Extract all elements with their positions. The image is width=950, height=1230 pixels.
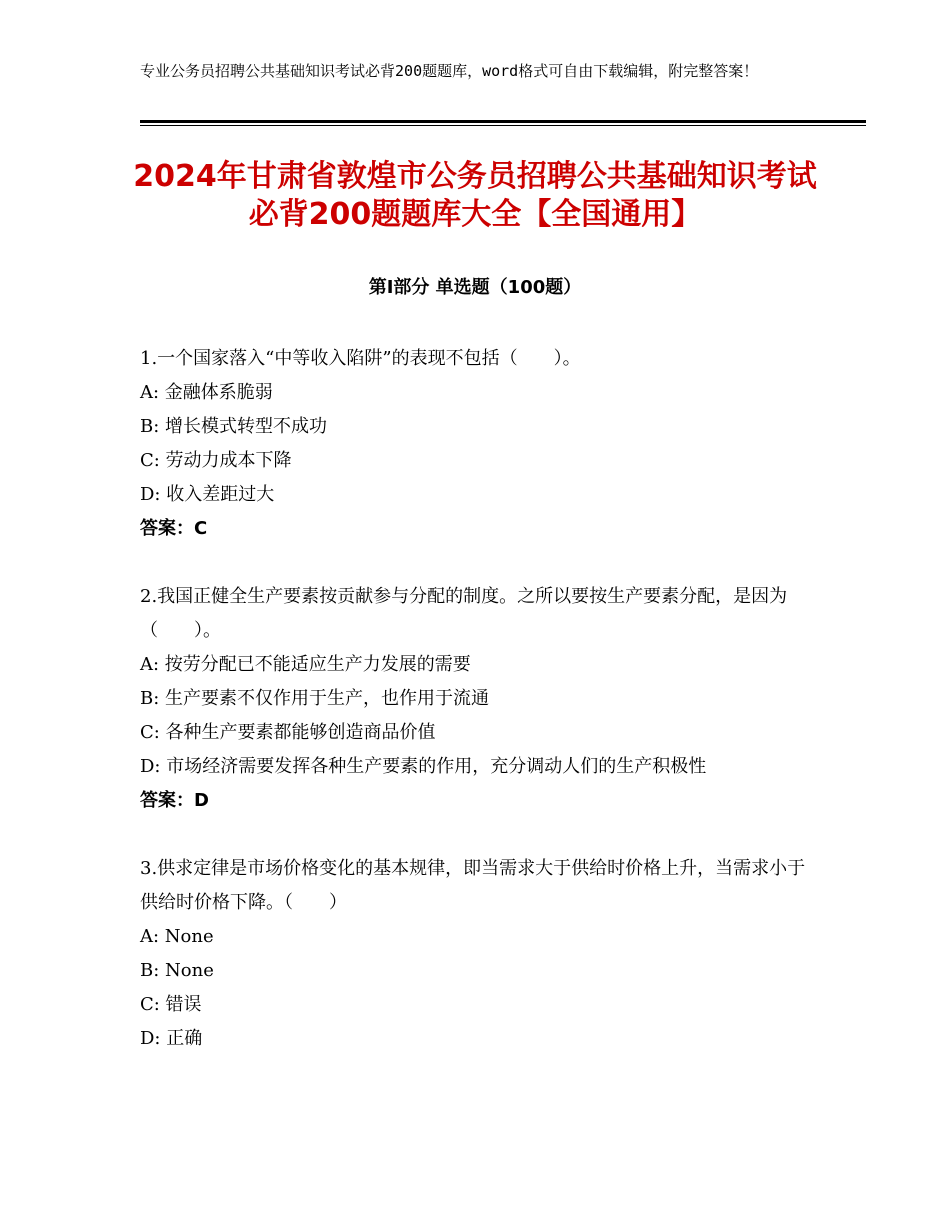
option-a: A: None xyxy=(140,926,214,947)
option-b: B: None xyxy=(140,960,214,981)
question-2 xyxy=(140,580,810,818)
header-note: 专业公务员招聘公共基础知识考试必背200题题库，word格式可自由下载编辑，附完整答案！ xyxy=(140,62,759,80)
option-a: A: 按劳分配已不能适应生产力发展的需要 xyxy=(140,654,471,675)
question-list xyxy=(140,342,810,1090)
question-stem: 1.一个国家落入“中等收入陷阱”的表现不包括（ ）。 xyxy=(140,348,581,369)
question-1 xyxy=(140,342,810,546)
option-c: C: 错误 xyxy=(140,994,202,1015)
section-title: 第I部分 单选题（100题） xyxy=(368,277,582,298)
option-c: C: 劳动力成本下降 xyxy=(140,450,292,471)
question-3 xyxy=(140,852,810,1056)
answer-label: 答案：D xyxy=(140,790,209,811)
option-a: A: 金融体系脆弱 xyxy=(140,382,273,403)
option-d: D: 正确 xyxy=(140,1028,203,1049)
option-b: B: 增长模式转型不成功 xyxy=(140,416,328,437)
option-d: D: 市场经济需要发挥各种生产要素的作用，充分调动人们的生产积极性 xyxy=(140,756,707,777)
option-d: D: 收入差距过大 xyxy=(140,484,275,505)
question-stem: 2.我国正健全生产要素按贡献参与分配的制度。之所以要按生产要素分配，是因为（ ）。 xyxy=(140,586,788,641)
document-title: 2024年甘肃省敦煌市公务员招聘公共基础知识考试必背200题题库大全【全国通用】 xyxy=(133,159,817,232)
option-b: B: 生产要素不仅作用于生产，也作用于流通 xyxy=(140,688,490,709)
answer-label: 答案：C xyxy=(140,518,208,539)
option-c: C: 各种生产要素都能够创造商品价值 xyxy=(140,722,436,743)
header-rule-thin xyxy=(140,125,866,126)
header-rule-thick xyxy=(140,120,866,123)
question-stem: 3.供求定律是市场价格变化的基本规律，即当需求大于供给时价格上升，当需求小于供给时价格下降。（ ） xyxy=(140,858,806,913)
